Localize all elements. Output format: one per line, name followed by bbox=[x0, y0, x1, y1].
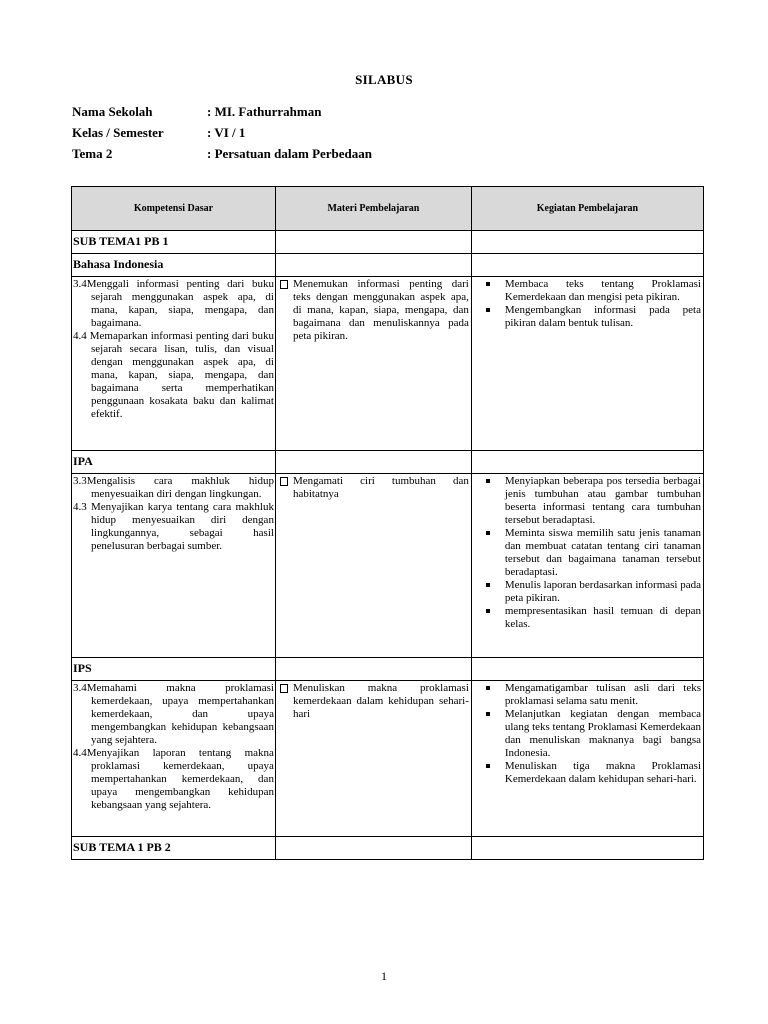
bullet-square-icon bbox=[486, 609, 490, 613]
list-item: Menuliskan tiga makna Proklamasi Kemerdekaan dalam kehidupan sehari-hari. bbox=[473, 760, 702, 786]
document-meta bbox=[72, 104, 372, 167]
kd-item: 3.4Menggali informasi penting dari buku sejarah menggunakan aspek apa, di mana, kapan, siapa, mengapa, dan bagaimana. bbox=[73, 278, 274, 329]
bullet-square-icon bbox=[486, 712, 490, 716]
kd-item: 4.3 Menyajikan karya tentang cara makhluk hidup menyesuaikan diri dengan lingkungannya, sebagai hasil penelusuran berbagai sumber. bbox=[73, 501, 274, 552]
list-item: Mengembangkan informasi pada peta pikiran dalam bentuk tulisan. bbox=[473, 304, 702, 330]
list-item: Melanjutkan kegiatan dengan membaca ulang teks tentang Proklamasi Kemerdekaan dan menuliskan maknanya bagi bangsa Indonesia. bbox=[473, 708, 702, 760]
page-title: SILABUS bbox=[355, 72, 413, 87]
list-item: Mengamatigambar tulisan asli dari teks proklamasi selama satu menit. bbox=[473, 682, 702, 708]
bullet-square-icon bbox=[486, 686, 490, 690]
subtema-label: SUB TEMA 1 PB 2 bbox=[72, 837, 276, 860]
bullet-square-icon bbox=[486, 764, 490, 768]
meta-value: : Persatuan dalam Perbedaan bbox=[207, 146, 373, 161]
bullet-square-icon bbox=[486, 583, 490, 587]
kd-item: 3.4Memahami makna proklamasi kemerdekaan, upaya mempertahankan kemerdekaan, dan upaya mengembangkan kehidupan kebangsaan yang sejahtera. bbox=[73, 682, 274, 746]
kd-cell bbox=[72, 277, 276, 451]
list-item: Menyiapkan beberapa pos tersedia berbagai jenis tumbuhan atau gambar tumbuhan beserta informasi tentang cara tumbuhan tersebut beradaptasi. bbox=[473, 475, 702, 527]
subtema-row bbox=[72, 231, 704, 254]
list-item: Meminta siswa memilih satu jenis tanaman dan membuat catatan tentang ciri tanaman tersebut dan bagaimana tanaman tersebut beradaptasi. bbox=[473, 527, 702, 579]
materi-cell bbox=[275, 277, 471, 451]
kd-item: 4.4 Memaparkan informasi penting dari buku sejarah secara lisan, tulis, dan visual dengan menggunakan aspek apa, di mana, kapan, siapa, mengapa, dan bagaimana serta memperhatikan penggunaan kosakata baku dan kalimat efektif. bbox=[73, 330, 274, 420]
subtema-row bbox=[72, 837, 704, 860]
meta-row-school bbox=[72, 104, 372, 125]
subject-row-bahasa-indonesia bbox=[72, 254, 704, 277]
subject-row-ipa bbox=[72, 451, 704, 474]
bullet-square-icon bbox=[486, 308, 490, 312]
checkbox-glyph-icon bbox=[280, 684, 288, 693]
materi-text: Menuliskan makna proklamasi kemerdekaan dalam kehidupan sehari-hari bbox=[292, 682, 469, 720]
materi-text: Menemukan informasi penting dari teks dengan menggunakan aspek apa, di mana, kapan, siapa, mengapa, dan bagaimana dan menuliskannya pada peta pikiran. bbox=[292, 278, 469, 342]
materi-text: Mengamati ciri tumbuhan dan habitatnya bbox=[292, 475, 469, 500]
meta-label: Kelas / Semester bbox=[72, 125, 164, 140]
syllabus-table bbox=[71, 186, 704, 860]
table-header-row bbox=[72, 187, 704, 231]
subject-row-ips bbox=[72, 658, 704, 681]
checkbox-glyph-icon bbox=[280, 477, 288, 486]
checkbox-glyph-icon bbox=[280, 280, 288, 289]
bullet-square-icon bbox=[486, 479, 490, 483]
subtema-label: SUB TEMA1 PB 1 bbox=[72, 231, 276, 254]
materi-item bbox=[277, 682, 470, 721]
header-kegiatan-pembelajaran: Kegiatan Pembelajaran bbox=[471, 187, 703, 231]
kd-item: 4.4Menyajikan laporan tentang makna proklamasi kemerdekaan, upaya mempertahankan kemerdekaan, dan upaya mengembangkan kehidupan kebangsaan yang sejahtera. bbox=[73, 747, 274, 811]
meta-label: Nama Sekolah bbox=[72, 104, 153, 119]
table-row bbox=[72, 474, 704, 658]
list-item: Membaca teks tentang Proklamasi Kemerdekaan dan mengisi peta pikiran. bbox=[473, 278, 702, 304]
kd-cell bbox=[72, 474, 276, 658]
meta-label: Tema 2 bbox=[72, 146, 113, 161]
meta-row-class bbox=[72, 125, 372, 146]
kegiatan-cell bbox=[471, 474, 703, 658]
subject-label: IPA bbox=[72, 451, 276, 474]
table-row bbox=[72, 681, 704, 837]
kegiatan-cell bbox=[471, 277, 703, 451]
meta-value: : VI / 1 bbox=[207, 125, 246, 140]
kegiatan-cell bbox=[471, 681, 703, 837]
list-item: mempresentasikan hasil temuan di depan kelas. bbox=[473, 605, 702, 631]
kd-cell bbox=[72, 681, 276, 837]
page-number: 1 bbox=[381, 969, 387, 983]
bullet-square-icon bbox=[486, 282, 490, 286]
materi-item bbox=[277, 475, 470, 501]
subject-label: Bahasa Indonesia bbox=[72, 254, 276, 277]
header-kompetensi-dasar: Kompetensi Dasar bbox=[72, 187, 276, 231]
meta-row-theme bbox=[72, 146, 372, 167]
materi-cell bbox=[275, 681, 471, 837]
bullet-square-icon bbox=[486, 531, 490, 535]
header-materi-pembelajaran: Materi Pembelajaran bbox=[275, 187, 471, 231]
meta-value: : MI. Fathurrahman bbox=[207, 104, 322, 119]
materi-cell bbox=[275, 474, 471, 658]
list-item: Menulis laporan berdasarkan informasi pada peta pikiran. bbox=[473, 579, 702, 605]
subject-label: IPS bbox=[72, 658, 276, 681]
materi-item bbox=[277, 278, 470, 343]
kd-item: 3.3Mengalisis cara makhluk hidup menyesuaikan diri dengan lingkungan. bbox=[73, 475, 274, 500]
table-row bbox=[72, 277, 704, 451]
